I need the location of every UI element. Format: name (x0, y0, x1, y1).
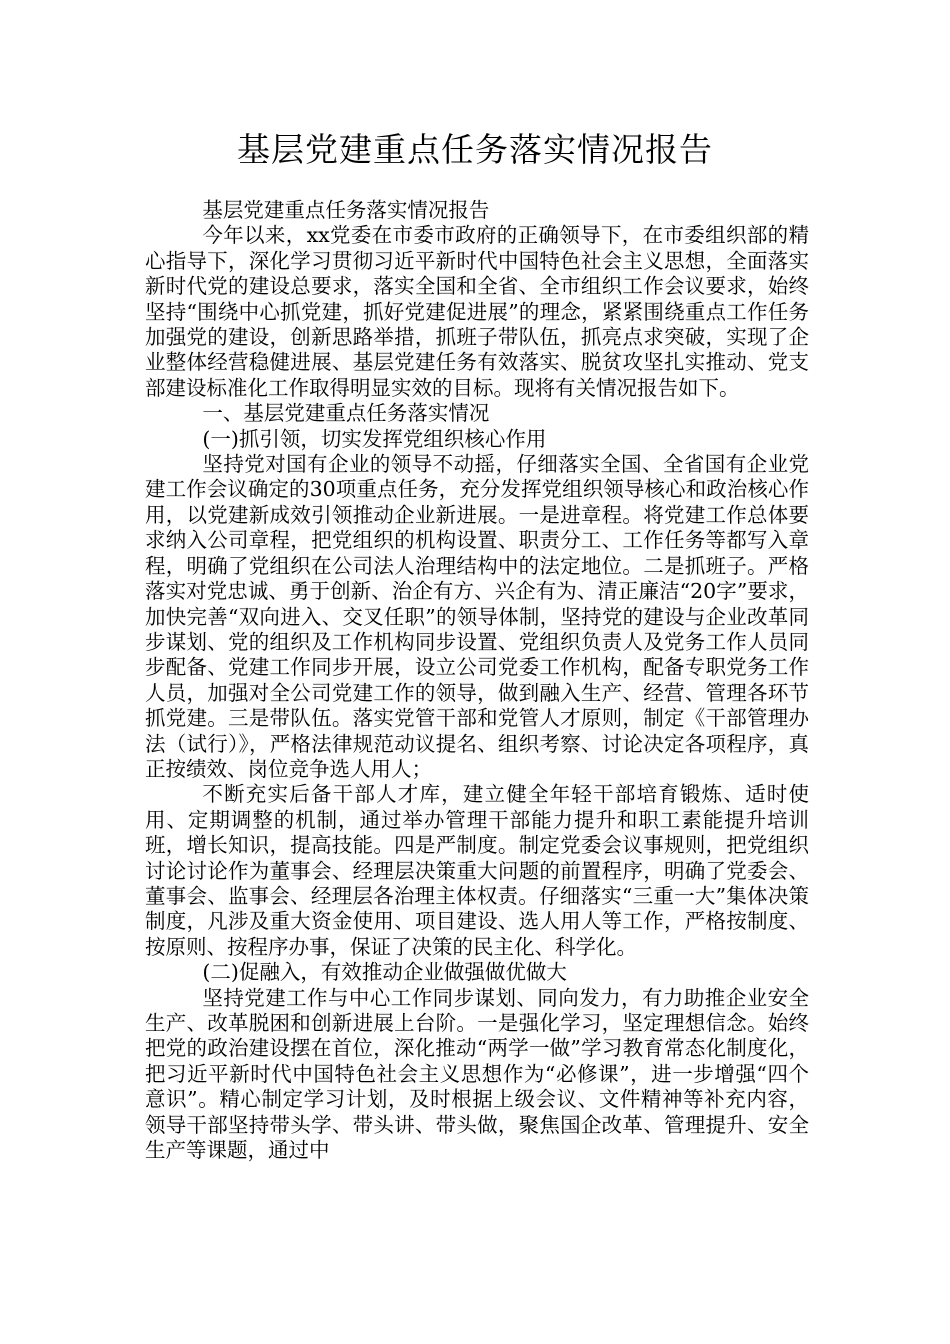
body-heading: 基层党建重点任务落实情况报告 (202, 198, 490, 222)
subsection-heading: (一)抓引领，切实发挥党组织核心作用 (202, 426, 547, 451)
section-heading: 一、基层党建重点任务落实情况 (202, 401, 490, 426)
body-paragraph: 不断充实后备干部人才库，建立健全年轻干部培育锻炼、适时使用、定期调整的机制，通过举办管理干部能力提升和职工素能提升培训班，增长知识，提高技能。四是严制度。制定党委会议事规则，把党组织讨论讨论作为董事会、经理层决策重大问题的前置程序，明确了党委会、董事会、监事会、经理层各治理主体权责。仔细落实“三重一大”集体决策制度，凡涉及重大资金使用、项目建设、选人用人等工作，严格按制度、按原则、按程序办事，保证了决策的民主化、科学化。 (145, 782, 809, 959)
document-title: 基层党建重点任务落实情况报告 (237, 130, 713, 169)
document-body (145, 198, 809, 1163)
subsection-heading: (二)促融入，有效推动企业做强做优做大 (202, 960, 567, 985)
body-paragraph: 坚持党建工作与中心工作同步谋划、同向发力，有力助推企业安全生产、改革脱困和创新进展上台阶。一是强化学习，坚定理想信念。始终把党的政治建设摆在首位，深化推动“两学一做”学习教育常态化制度化，把习近平新时代中国特色社会主义思想作为“必修课”，进一步增强“四个意识”。精心制定学习计划，及时根据上级会议、文件精神等补充内容，领导干部坚持带头学、带头讲、带头做，聚焦国企改革、管理提升、安全生产等课题，通过中 (145, 985, 809, 1163)
intro-paragraph: 今年以来，xx党委在市委市政府的正确领导下，在市委组织部的精心指导下，深化学习贯彻习近平新时代中国特色社会主义思想，全面落实新时代党的建设总要求，落实全国和全省、全市组织工作会议要求，始终坚持“围绕中心抓党建，抓好党建促进展”的理念，紧紧围绕重点工作任务加强党的建设，创新思路举措，抓班子带队伍，抓亮点求突破，实现了企业整体经营稳健进展、基层党建任务有效落实、脱贫攻坚扎实推动、党支部建设标准化工作取得明显实效的目标。现将有关情况报告如下。 (145, 223, 809, 400)
body-paragraph: 坚持党对国有企业的领导不动摇，仔细落实全国、全省国有企业党建工作会议确定的30项重点任务，充分发挥党组织领导核心和政治核心作用，以党建新成效引领推动企业新进展。一是进章程。将党建工作总体要求纳入公司章程，把党组织的机构设置、职责分工、工作任务等都写入章程，明确了党组织在公司法人治理结构中的法定地位。二是抓班子。严格落实对党忠诚、勇于创新、治企有方、兴企有为、清正廉洁“20字”要求，加快完善“双向进入、交叉任职”的领导体制，坚持党的建设与企业改革同步谋划、党的组织及工作机构同步设置、党组织负责人及党务工作人员同步配备、党建工作同步开展，设立公司党委工作机构，配备专职党务工作人员，加强对全公司党建工作的领导，做到融入生产、经营、管理各环节抓党建。三是带队伍。落实党管干部和党管人才原则，制定《干部管理办法（试行）》，严格法律规范动议提名、组织考察、讨论决定各项程序，真正按绩效、岗位竞争选人用人； (145, 452, 809, 781)
